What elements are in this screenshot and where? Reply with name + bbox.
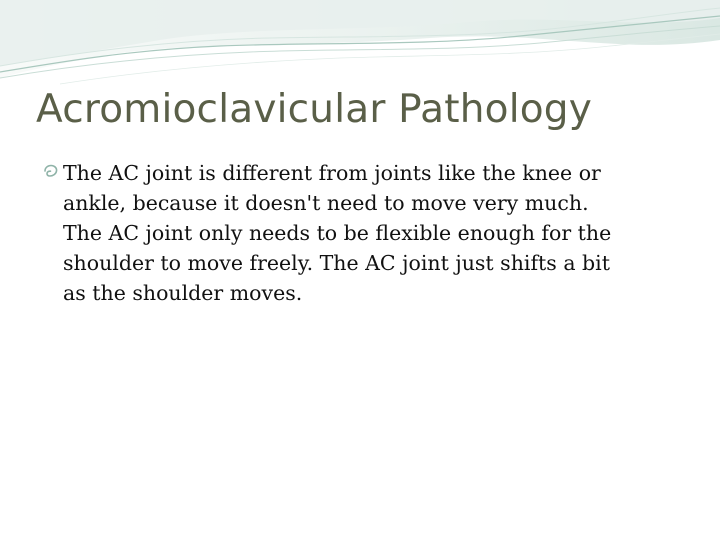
bullet-text bbox=[65, 158, 680, 308]
bullet-text-line: as the shoulder moves. bbox=[63, 281, 303, 305]
bullet-list bbox=[40, 158, 680, 308]
bullet-text-line: ankle, because it doesn't need to move very much. bbox=[63, 191, 589, 215]
bullet-item bbox=[40, 158, 680, 308]
bullet-text-line: shoulder to move freely. The AC joint just shifts a bit bbox=[63, 251, 610, 275]
bullet-marker-shape bbox=[45, 166, 57, 177]
bullet-marker-icon bbox=[44, 164, 58, 178]
slide-title: Acromioclavicular Pathology bbox=[36, 87, 593, 132]
bullet-text-line: The AC joint only needs to be flexible enough for the bbox=[63, 221, 612, 245]
bullet-text-line: The AC joint is different from joints like the knee or bbox=[63, 161, 601, 185]
decorative-wave-header bbox=[0, 0, 720, 90]
